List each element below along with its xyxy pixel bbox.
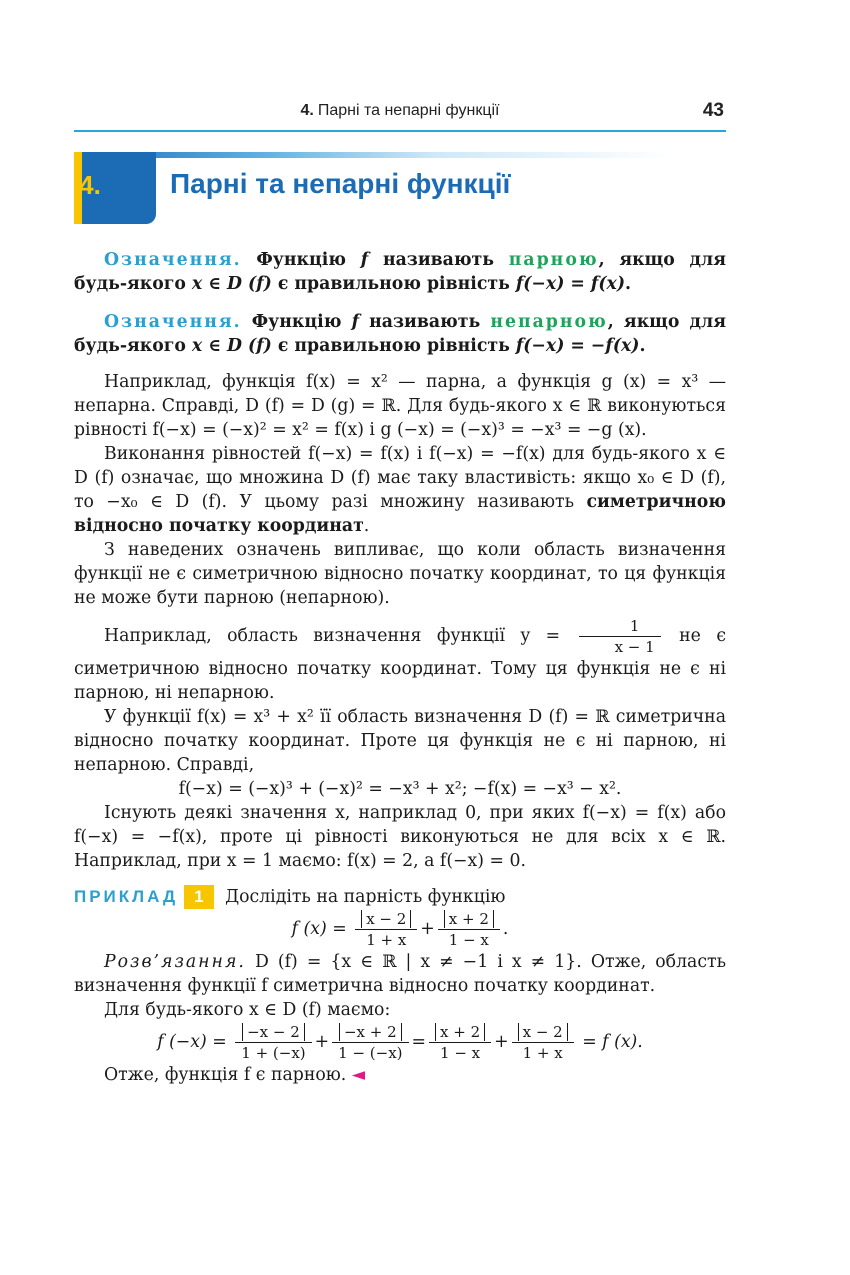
formula-rhs: = f (x).: [576, 1032, 643, 1052]
example-number: 1: [184, 885, 213, 909]
def-text: Функцію: [241, 250, 361, 270]
def-text: .: [625, 274, 632, 294]
fraction-numerator: [332, 1022, 408, 1043]
fraction-numerator: [355, 909, 417, 930]
def-text: є правильною рівність: [271, 336, 516, 356]
abs-value: x − 2: [361, 910, 411, 928]
paragraph: [74, 616, 726, 705]
fraction-denominator: 1 + (−x): [241, 1044, 306, 1062]
solution: [74, 950, 726, 998]
chapter-band: [74, 152, 674, 158]
conclusion: [74, 1063, 726, 1087]
example-function: f (x) = $\frac{x - 2}{1 + x}$ + $\frac{x + 2}{1 - x}$ .: [291, 910, 509, 949]
paragraph: Існують деякі значення x, наприклад 0, при яких f(−x) = f(x) або f(−x) = −f(x), проте ці рівності виконуються не для всіх x ∈ ℝ. Наприклад, при x = 1 маємо: f(x) = 2, а f(−x) = 0.: [74, 803, 726, 871]
def-f: f: [360, 250, 369, 270]
chapter-title: Парні та непарні функції: [170, 168, 511, 199]
chapter-number: 4.: [79, 170, 101, 200]
definition-label: Означення.: [104, 250, 242, 270]
end-of-solution-icon: ◄: [351, 1065, 366, 1085]
running-header: [74, 100, 726, 132]
formula-lhs: f (x) =: [291, 919, 353, 939]
fraction: [332, 1022, 408, 1063]
fraction: [429, 1022, 491, 1063]
abs-value: x + 2: [435, 1023, 485, 1041]
example-tag: ПРИКЛАД: [74, 887, 179, 906]
fraction-numerator: [429, 1022, 491, 1043]
paragraph-text: .: [363, 516, 370, 536]
term-even: парною: [508, 250, 599, 270]
def-f: f: [351, 312, 359, 332]
def-condition: x ∈ D (f): [191, 274, 272, 294]
definition-label: Означення.: [104, 312, 242, 332]
paragraph-text: Виконання рівностей f(−x) = f(x) і f(−x) = −f(x) для будь-якого x ∈ D (f) означає, що множина D (f) має таку властивість: якщо x₀ ∈ D (f), то −x₀ ∈ D (f). У цьому разі множину називають: [74, 444, 726, 512]
fraction-denominator: x − 1: [614, 638, 655, 656]
solution-formula: f (−x) = $\frac{-x - 2}{1 + (-x)}$ + $\frac{-x + 2}{1 - (-x)}$ = $\frac{x + 2}{1 - x}$ + $\frac{x - 2}{1 + x}$ = f (x).: [157, 1023, 643, 1062]
section-number: 4.: [300, 102, 314, 119]
def-text: називають: [359, 312, 491, 332]
fraction: [438, 909, 500, 950]
running-header-title: [74, 102, 726, 120]
definition-odd: [74, 310, 726, 358]
def-text: є правильною рівність: [271, 274, 516, 294]
fraction-numerator: [512, 1022, 574, 1043]
fraction: [512, 1022, 574, 1063]
paragraph: [74, 442, 726, 538]
paragraph: У функції f(x) = x³ + x² її область визначення D (f) = ℝ симетрична відносно початку координат. Проте ця функція не є ні парною, ні непарною. Справді,: [74, 707, 726, 775]
def-text: називають: [368, 250, 509, 270]
def-text: Функцію: [241, 312, 352, 332]
abs-value: x − 2: [518, 1023, 568, 1041]
formula: f(−x) = (−x)³ + (−x)² = −x³ + x²; −f(x) = −x³ − x².: [178, 779, 622, 799]
abs-value: x + 2: [444, 910, 494, 928]
fraction: [579, 616, 661, 657]
def-text: , якщо для будь-якого: [74, 312, 726, 356]
fraction-numerator: [438, 909, 500, 930]
abs-value: −x − 2: [242, 1023, 305, 1041]
def-equation: f(−x) = −f(x): [515, 336, 640, 356]
term-odd: непарною: [490, 312, 608, 332]
definition-even: [74, 248, 726, 296]
term-symmetric: симетричною відносно початку координат: [74, 492, 726, 536]
fraction: [355, 909, 417, 950]
paragraph-text: не є симетричною відносно початку координат. Тому ця функція не є ні парною, ні непарною.: [74, 626, 726, 703]
section-title: Парні та непарні функції: [317, 102, 500, 119]
paragraph: Наприклад, функція f(x) = x² — парна, а функція g (x) = x³ — непарна. Справді, D (f) = D (g) = ℝ. Для будь-якого x ∈ ℝ виконуються рівності f(−x) = (−x)² = x² = f(x) і g (−x) = (−x)³ = −x³ = −g (x).: [74, 372, 726, 440]
fraction-denominator: 1 − x: [440, 1044, 481, 1062]
def-text: .: [639, 336, 646, 356]
def-condition: x ∈ D (f): [191, 336, 272, 356]
fraction-numerator: 1: [579, 616, 661, 637]
paragraph: З наведених означень випливає, що коли область визначення функції не є симетричною відносно початку координат, то ця функція не може бути парною (непарною).: [74, 540, 726, 608]
solution-text: D (f) = {x ∈ ℝ | x ≠ −1 і x ≠ 1}. Отже, область визначення функції f симетрична відносно початку координат.: [74, 952, 726, 996]
paragraph: Для будь-якого x ∈ D (f) маємо:: [104, 1000, 391, 1020]
def-equation: f(−x) = f(x): [515, 274, 626, 294]
conclusion-text: Отже, функція f є парною.: [104, 1065, 352, 1085]
fraction-denominator: 1 − (−x): [338, 1044, 403, 1062]
solution-label: Розв’язання.: [104, 952, 246, 972]
example-task: Дослідіть на парність функцію: [219, 887, 506, 907]
example-heading: [74, 885, 726, 909]
fraction-denominator: 1 − x: [448, 931, 489, 949]
abs-value: −x + 2: [339, 1023, 402, 1041]
fraction-numerator: [235, 1022, 311, 1043]
page-number: 43: [702, 100, 724, 121]
formula-lhs: f (−x) =: [157, 1032, 233, 1052]
fraction-denominator: 1 + x: [522, 1044, 563, 1062]
fraction-denominator: 1 + x: [366, 931, 407, 949]
body-text: [74, 370, 726, 1087]
fraction: [235, 1022, 311, 1063]
def-text: , якщо для будь-якого: [74, 250, 726, 294]
paragraph-text: Наприклад, область визначення функції y =: [104, 626, 576, 646]
